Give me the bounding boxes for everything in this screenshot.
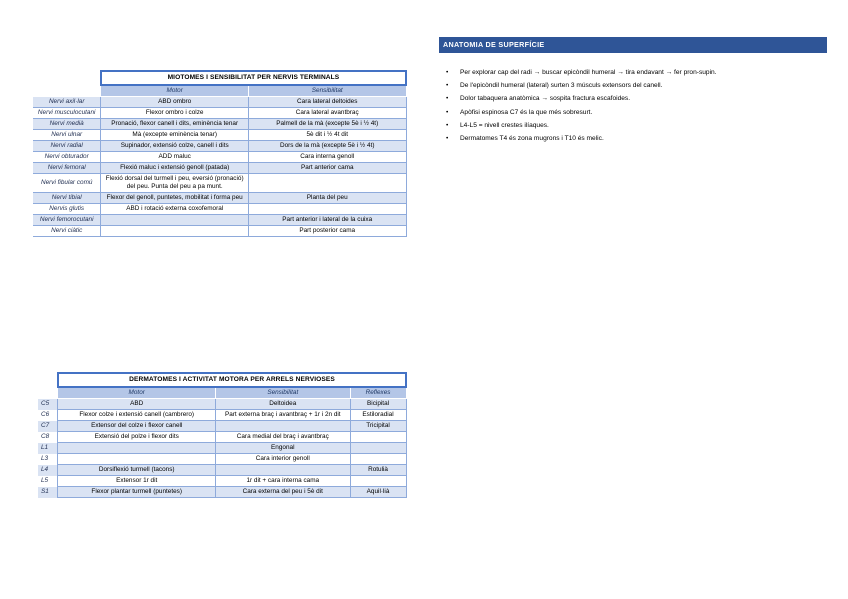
note-item: • Dermatomes T4 és zona mugrons i T10 és melic. (446, 132, 717, 145)
sensibilitat-cell: Cara externa del peu i 5è dit (215, 487, 350, 498)
myotomes-body (33, 97, 406, 237)
empty-corner (38, 387, 58, 399)
sensibilitat-cell (215, 465, 350, 476)
motor-cell: Flexió dorsal del turmell i peu, eversió (pronació) del peu. Punta del peu a pa munt. (101, 174, 249, 193)
sensibilitat-cell: Cara lateral avantbraç (248, 108, 406, 119)
row-label: Nervi femorocutani (33, 215, 101, 226)
empty-corner (33, 85, 101, 97)
motor-cell (58, 454, 216, 465)
row-label: Nervi radial (33, 141, 101, 152)
row-label: Nervi ulnar (33, 130, 101, 141)
root-label: L1 (38, 443, 58, 454)
table-row (38, 465, 406, 476)
table-row (38, 432, 406, 443)
sensibilitat-cell: Cara interna genoll (248, 152, 406, 163)
root-label: L5 (41, 477, 49, 485)
table-row (38, 443, 406, 454)
table-row (33, 130, 406, 141)
table-row (33, 152, 406, 163)
reflexes-cell: Bicipital (350, 399, 406, 410)
sensibilitat-cell: Planta del peu (248, 193, 406, 204)
row-label: Nervi axil·lar (33, 97, 101, 108)
surface-anatomy-notes (446, 66, 717, 145)
motor-cell: ABD i rotació externa coxofemoral (101, 204, 249, 215)
row-label: Nervi fibular comú (33, 174, 101, 193)
dermatomes-title: DERMATOMES I ACTIVITAT MOTORA PER ARRELS NERVIOSES (58, 373, 406, 387)
note-item: • Per explorar cap del radi → buscar epicòndil humeral → tira endavant → fer pron-supin. (446, 66, 717, 79)
reflexes-cell: Aquil·lià (350, 487, 406, 498)
motor-cell: Flexor ombro i colze (101, 108, 249, 119)
motor-cell: Flexor plantar turmell (puntetes) (58, 487, 216, 498)
table-row (33, 193, 406, 204)
motor-cell: ADD maluc (101, 152, 249, 163)
reflexes-cell (350, 443, 406, 454)
col-header-sensibilitat: Sensibilitat (215, 387, 350, 399)
table-row (33, 141, 406, 152)
motor-cell: Pronació, flexor canell i dits, eminència tenar (101, 119, 249, 130)
root-label: C5 (38, 399, 58, 410)
table-row (33, 108, 406, 119)
row-label: Nervi tibial (33, 193, 101, 204)
sensibilitat-cell: Cara medial del braç i avantbraç (215, 432, 350, 443)
note-item: • L4-L5 = nivell crestes ilíaques. (446, 119, 717, 132)
sensibilitat-cell (248, 204, 406, 215)
root-label: L4 (38, 465, 58, 476)
row-label: Nervi musculocutani (33, 108, 101, 119)
table-row (38, 399, 406, 410)
motor-cell: Mà (excepte eminència tenar) (101, 130, 249, 141)
reflexes-cell (350, 454, 406, 465)
dermatomes-body (38, 399, 406, 498)
note-item: • De l'epicòndil humeral (lateral) surten 3 músculs extensors del canell. (446, 79, 717, 92)
motor-cell: Flexor colze i extensió canell (cambrero) (58, 410, 216, 421)
sensibilitat-cell: Part externa braç i avantbraç + 1r i 2n dit (215, 410, 350, 421)
root-label: C8 (41, 433, 50, 441)
sensibilitat-cell: Engonal (215, 443, 350, 454)
root-label: C7 (38, 421, 58, 432)
empty-corner (38, 373, 58, 387)
row-label: Nervi medià (33, 119, 101, 130)
root-label: L3 (41, 455, 49, 463)
sensibilitat-cell: 1r dit + cara interna cama (215, 476, 350, 487)
reflexes-cell: Estiloradial (350, 410, 406, 421)
note-item: • Dolor tabaquera anatòmica → sospita fractura escafoides. (446, 92, 717, 105)
sensibilitat-cell: Cara interior genoll (215, 454, 350, 465)
motor-cell: Flexor del genoll, puntetes, mobilitat i forma peu (101, 193, 249, 204)
sensibilitat-cell: Cara lateral deltoides (248, 97, 406, 108)
col-header-motor: Motor (101, 85, 249, 97)
reflexes-cell (350, 476, 406, 487)
sensibilitat-cell (248, 174, 406, 193)
motor-cell: ABD (58, 399, 216, 410)
sensibilitat-cell: 5è dit i ½ 4t dit (248, 130, 406, 141)
motor-cell (58, 443, 216, 454)
table-row (33, 119, 406, 130)
table-row (33, 174, 406, 193)
motor-cell (101, 215, 249, 226)
dermatomes-table (38, 372, 407, 498)
sensibilitat-cell (215, 421, 350, 432)
row-label: Nervi femoral (33, 163, 101, 174)
row-label: Nervis glutis (33, 204, 101, 215)
surface-anatomy-header: ANATOMIA DE SUPERFÍCIE (439, 37, 827, 53)
sensibilitat-cell: Deltoidea (215, 399, 350, 410)
reflexes-cell: Rotulià (350, 465, 406, 476)
motor-cell: Flexió maluc i extensió genoll (patada) (101, 163, 249, 174)
reflexes-cell: Tricipital (350, 421, 406, 432)
table-row (38, 476, 406, 487)
empty-corner (33, 71, 101, 85)
motor-cell: Supinador, extensió colze, canell i dits (101, 141, 249, 152)
row-label: Nervi obturador (33, 152, 101, 163)
motor-cell: Extensor del colze i flexor canell (58, 421, 216, 432)
myotomes-table (33, 70, 407, 237)
row-label: Nervi ciàtic (33, 226, 101, 237)
root-label: C6 (41, 411, 50, 419)
table-row (38, 487, 406, 498)
table-row (38, 421, 406, 432)
motor-cell: Extensió del polze i flexor dits (58, 432, 216, 443)
sensibilitat-cell: Part posterior cama (248, 226, 406, 237)
reflexes-cell (350, 432, 406, 443)
col-header-sensibilitat: Sensibilitat (248, 85, 406, 97)
sensibilitat-cell: Palmell de la mà (excepte 5è i ½ 4t) (248, 119, 406, 130)
motor-cell (101, 226, 249, 237)
table-row (33, 97, 406, 108)
table-row (38, 454, 406, 465)
motor-cell: Dorsiflexió turmell (tacons) (58, 465, 216, 476)
col-header-motor: Motor (58, 387, 216, 399)
table-row (33, 163, 406, 174)
myotomes-title: MIOTOMES I SENSIBILITAT PER NERVIS TERMINALS (101, 71, 406, 85)
note-item: • Apòfisi espinosa C7 és la que més sobresurt. (446, 106, 717, 119)
sensibilitat-cell: Part anterior i lateral de la cuixa (248, 215, 406, 226)
motor-cell: Extensor 1r dit (58, 476, 216, 487)
motor-cell: ABD ombro (101, 97, 249, 108)
sensibilitat-cell: Dors de la mà (excepte 5è i ½ 4t) (248, 141, 406, 152)
table-row (33, 204, 406, 215)
sensibilitat-cell: Part anterior cama (248, 163, 406, 174)
table-row (38, 410, 406, 421)
table-row (33, 215, 406, 226)
col-header-reflexes: Reflexes (350, 387, 406, 399)
root-label: S1 (38, 487, 58, 498)
table-row (33, 226, 406, 237)
